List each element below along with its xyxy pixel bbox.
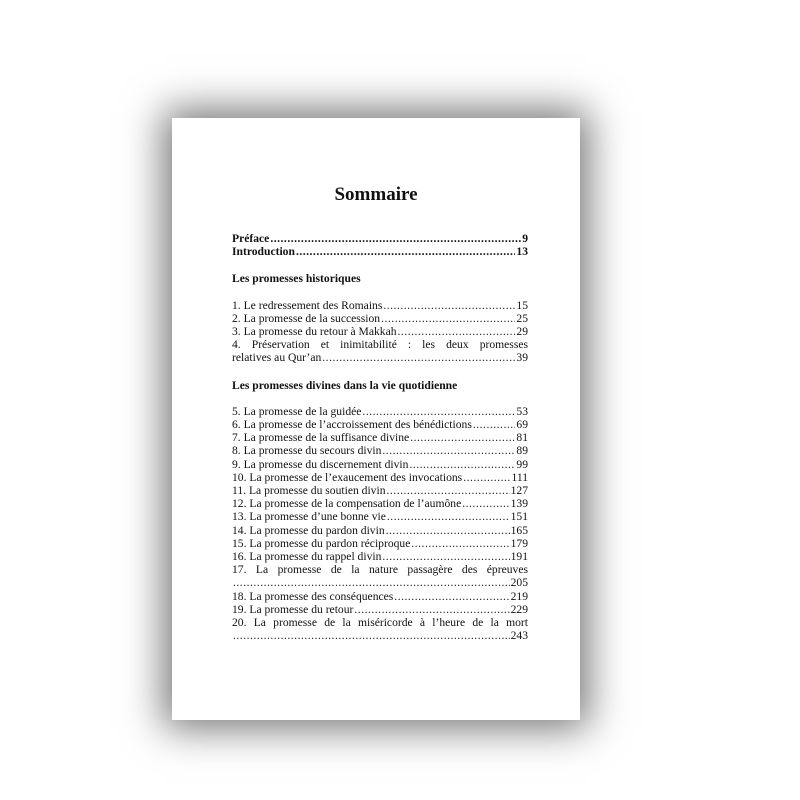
toc-leader: [398, 325, 516, 338]
toc-entry-label-line1: 17. La promesse de la nature passagère des épreuves: [232, 563, 528, 577]
toc-leader: [362, 405, 515, 418]
toc-leader: [382, 550, 509, 563]
toc-entry-multiline: [232, 616, 528, 642]
toc-entry-label: 15. La promesse du pardon réciproque: [232, 536, 411, 550]
toc-leader: [462, 497, 509, 510]
toc-leader: [382, 444, 515, 457]
toc-entry-page: 219: [510, 589, 528, 603]
toc-entry-label: 5. La promesse de la guidée: [232, 404, 362, 418]
toc-entry-page: 89: [516, 444, 528, 458]
toc-entry: [232, 458, 528, 471]
toc-entry-page: 165: [510, 523, 528, 537]
toc-leader: [383, 299, 515, 312]
toc-leader: [233, 629, 510, 642]
toc-leader: [410, 431, 515, 444]
toc-entry-label: 9. La promesse du discernement divin: [232, 457, 409, 471]
toc-entry-page: 127: [510, 484, 528, 498]
toc-entry-page: 205: [510, 576, 528, 590]
toc-entry: [232, 431, 528, 444]
toc-entry: [232, 312, 528, 325]
toc-leader: [270, 232, 521, 245]
toc-entry-page: 29: [516, 325, 528, 339]
toc-entry: [232, 484, 528, 497]
toc-entry-label: 10. La promesse de l’exaucement des invocations: [232, 470, 463, 484]
toc-leader: [411, 537, 509, 550]
toc-entry-label: 6. La promesse de l’accroissement des bénédictions: [232, 418, 472, 432]
page-title: Sommaire: [334, 184, 418, 205]
toc-entry-page: 99: [516, 457, 528, 471]
toc-entry-page: 139: [510, 497, 528, 511]
toc-leader: [409, 458, 515, 471]
toc-entry: [232, 590, 528, 603]
toc-entry-label: 13. La promesse d’une bonne vie: [232, 510, 386, 524]
toc-entry-introduction: [232, 245, 528, 258]
table-of-contents: [232, 232, 528, 642]
toc-entry-page: 151: [510, 510, 528, 524]
toc-leader: [296, 245, 515, 258]
book-page: [172, 118, 580, 720]
toc-entry: [232, 325, 528, 338]
toc-leader: [354, 603, 509, 616]
toc-entry-label-line2: relatives au Qur’an: [232, 351, 322, 365]
toc-entry-label: 1. Le redressement des Romains: [232, 298, 383, 312]
toc-entry-line2: [232, 576, 528, 589]
toc-entry: [232, 405, 528, 418]
toc-entry-label-line1: 4. Préservation et inimitabilité : les deux promesses: [232, 338, 528, 352]
toc-entry-multiline: [232, 563, 528, 589]
toc-entry-label: Introduction: [232, 245, 295, 259]
toc-entry-label: Préface: [232, 232, 270, 245]
toc-entry: [232, 550, 528, 563]
toc-entry: [232, 510, 528, 523]
toc-entry-label: 11. La promesse du soutien divin: [232, 484, 386, 498]
toc-leader: [394, 590, 509, 603]
toc-entry-page: 81: [516, 431, 528, 445]
toc-entry: [232, 418, 528, 431]
toc-entry-page: 191: [510, 550, 528, 564]
toc-entry-label: 7. La promesse de la suffisance divine: [232, 431, 410, 445]
toc-entry-line2: [232, 351, 528, 364]
toc-leader: [233, 576, 510, 589]
section-heading-historiques: Les promesses historiques: [232, 272, 361, 286]
toc-entry-page: 39: [516, 351, 528, 365]
toc-entry: [232, 524, 528, 537]
toc-entry-label: 19. La promesse du retour: [232, 602, 354, 616]
toc-entry: [232, 444, 528, 457]
toc-entry-page: 179: [510, 536, 528, 550]
toc-leader: [322, 351, 515, 364]
toc-entry-label: 3. La promesse du retour à Makkah: [232, 325, 397, 339]
toc-leader: [381, 312, 515, 325]
toc-entry-multiline: [232, 338, 528, 364]
toc-entry-label-line1: 20. La promesse de la miséricorde à l’heure de la mort: [232, 616, 528, 630]
section-heading-quotidienne: Les promesses divines dans la vie quotidienne: [232, 378, 458, 392]
toc-entry-page: 15: [516, 298, 528, 312]
toc-leader: [387, 484, 510, 497]
toc-entry-label: 12. La promesse de la compensation de l’aumône: [232, 497, 462, 511]
toc-entry-page: 53: [516, 404, 528, 418]
toc-entry-page: 13: [516, 245, 528, 259]
toc-entry: [232, 537, 528, 550]
toc-entry-label: 18. La promesse des conséquences: [232, 589, 394, 603]
toc-entry-line2: [232, 629, 528, 642]
toc-entry: [232, 471, 528, 484]
toc-entry-label: 14. La promesse du pardon divin: [232, 523, 385, 537]
toc-entry: [232, 603, 528, 616]
toc-leader: [387, 510, 510, 523]
toc-entry-page: 111: [511, 470, 528, 484]
toc-leader: [463, 471, 510, 484]
toc-entry-page: 9: [522, 232, 528, 245]
toc-entry-label: 16. La promesse du rappel divin: [232, 550, 382, 564]
toc-entry-page: 25: [516, 311, 528, 325]
toc-entry: [232, 299, 528, 312]
toc-entry-label: 8. La promesse du secours divin: [232, 444, 382, 458]
toc-entry-page: 229: [510, 602, 528, 616]
toc-entry: [232, 497, 528, 510]
toc-leader: [473, 418, 516, 431]
toc-entry-page: 243: [510, 629, 528, 643]
toc-entry-preface: [232, 232, 528, 245]
toc-leader: [386, 524, 510, 537]
toc-entry-label: 2. La promesse de la succession: [232, 311, 381, 325]
toc-entry-page: 69: [516, 418, 528, 432]
